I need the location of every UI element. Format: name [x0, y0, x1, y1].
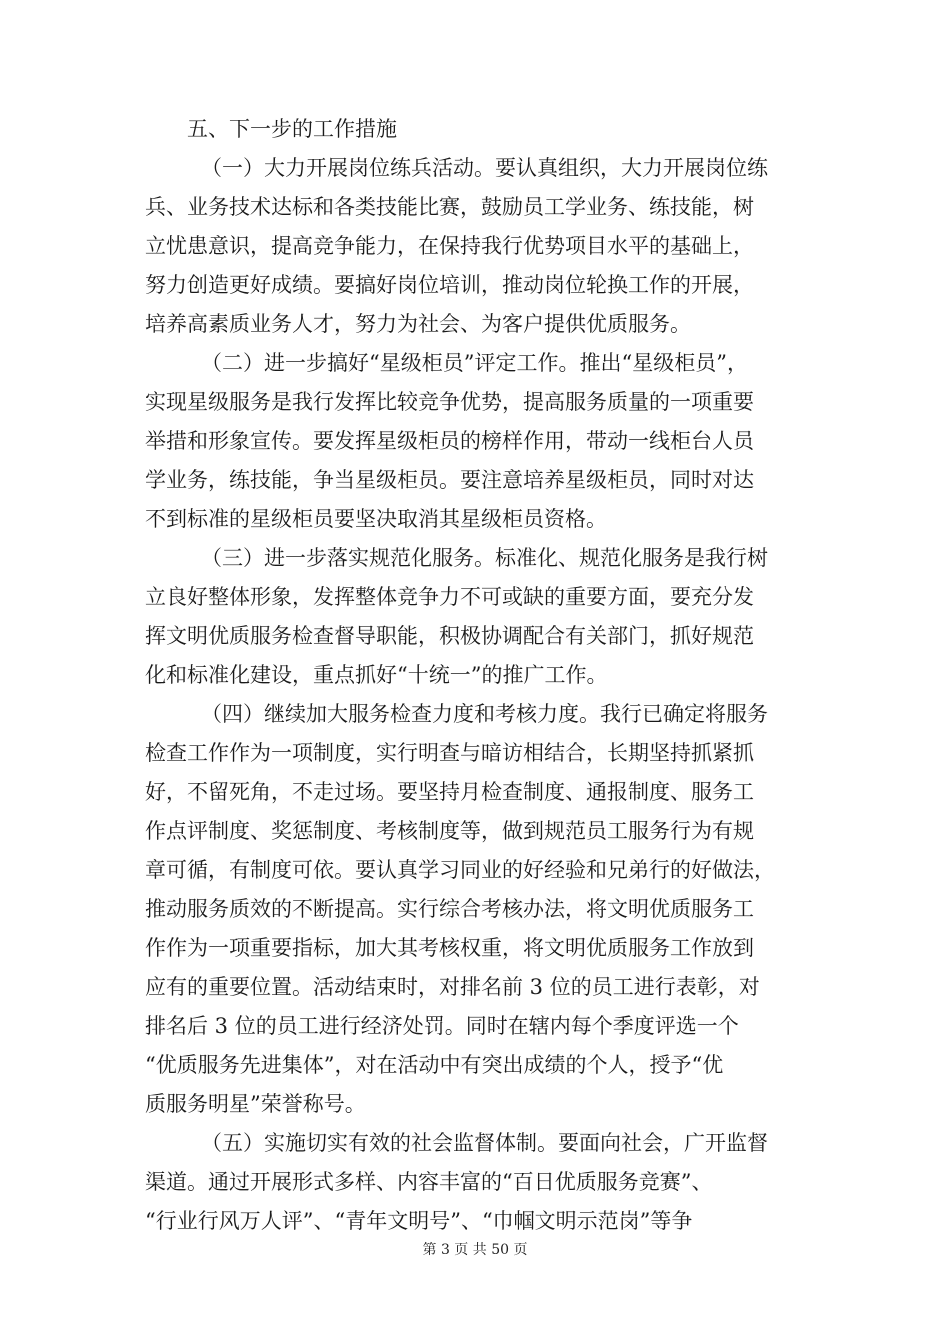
paragraph-line: 学业务，练技能，争当星级柜员。要注意培养星级柜员，同时对达	[145, 468, 754, 492]
paragraph-line: 立良好整体形象，发挥整体竞争力不可或缺的重要方面，要充分发	[145, 585, 754, 609]
paragraph-line: 举措和形象宣传。要发挥星级柜员的榜样作用，带动一线柜台人员	[145, 429, 754, 453]
paragraph-line: 立忧患意识，提高竞争能力，在保持我行优势项目水平的基础上，	[145, 234, 754, 258]
paragraph-line: （五）实施切实有效的社会监督体制。要面向社会，广开监督	[201, 1131, 768, 1155]
paragraph-line: 排名后 3 位的员工进行经济处罚。同时在辖内每个季度评选一个	[145, 1014, 739, 1038]
paragraph-line: 章可循，有制度可依。要认真学习同业的好经验和兄弟行的好做法，	[145, 858, 775, 882]
paragraph-line: 努力创造更好成绩。要搞好岗位培训，推动岗位轮换工作的开展，	[145, 273, 754, 297]
paragraph-line: 推动服务质效的不断提高。实行综合考核办法，将文明优质服务工	[145, 897, 754, 921]
paragraph-line: 兵、业务技术达标和各类技能比赛，鼓励员工学业务、练技能，树	[145, 195, 754, 219]
document-body	[145, 112, 810, 1243]
paragraph-line: 渠道。通过开展形式多样、内容丰富的“百日优质服务竞赛”、	[145, 1170, 713, 1194]
paragraph-line: 作点评制度、奖惩制度、考核制度等，做到规范员工服务行为有规	[145, 819, 754, 843]
paragraph-line: 挥文明优质服务检查督导职能，积极协调配合有关部门，抓好规范	[145, 624, 754, 648]
paragraph-line: 实现星级服务是我行发挥比较竞争优势，提高服务质量的一项重要	[145, 390, 754, 414]
paragraph-line: 不到标准的星级柜员要坚决取消其星级柜员资格。	[145, 507, 607, 531]
section-heading: 五、下一步的工作措施	[187, 117, 397, 141]
paragraph-4	[145, 697, 810, 1122]
paragraph-5	[145, 1126, 810, 1239]
paragraph-line: 化和标准化建设，重点抓好“十统一”的推广工作。	[145, 663, 608, 687]
paragraph-line: 应有的重要位置。活动结束时，对排名前 3 位的员工进行表彰，对	[145, 975, 760, 999]
paragraph-line: （一）大力开展岗位练兵活动。要认真组织，大力开展岗位练	[201, 156, 768, 180]
paragraph-line: 检查工作作为一项制度，实行明查与暗访相结合，长期坚持抓紧抓	[145, 741, 754, 765]
paragraph-line: （三）进一步落实规范化服务。标准化、规范化服务是我行树	[201, 546, 768, 570]
paragraph-line: “优质服务先进集体”，对在活动中有突出成绩的个人，授予“优	[145, 1053, 724, 1077]
paragraph-3	[145, 541, 810, 693]
paragraph-line: 作作为一项重要指标，加大其考核权重，将文明优质服务工作放到	[145, 936, 754, 960]
paragraph-1	[145, 151, 810, 342]
paragraph-2	[145, 346, 810, 537]
paragraph-line: 培养高素质业务人才，努力为社会、为客户提供优质服务。	[145, 312, 691, 336]
paragraph-line: 质服务明星”荣誉称号。	[145, 1092, 366, 1116]
page-footer	[0, 1240, 950, 1260]
paragraph-line: 好，不留死角，不走过场。要坚持月检查制度、通报制度、服务工	[145, 780, 754, 804]
paragraph-line: （四）继续加大服务检查力度和考核力度。我行已确定将服务	[201, 702, 768, 726]
paragraph-line: （二）进一步搞好“星级柜员”评定工作。推出“星级柜员”，	[201, 351, 748, 375]
paragraph-line: “行业行风万人评”、“青年文明号”、“巾帼文明示范岗”等争	[145, 1209, 693, 1233]
page-number-label: 第 3 页 共 50 页	[422, 1242, 528, 1258]
